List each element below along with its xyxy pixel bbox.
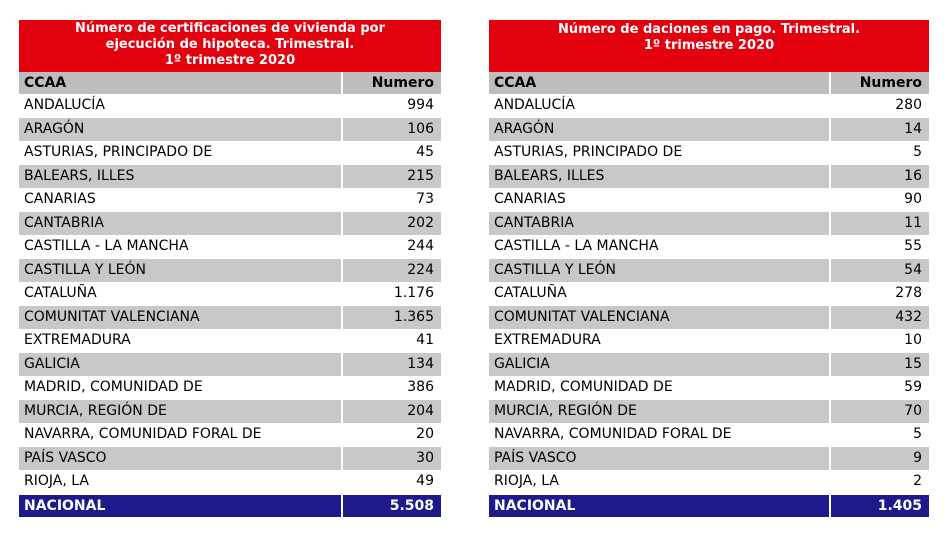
value-cell: 9 xyxy=(829,447,929,471)
region-cell: GALICIA xyxy=(24,355,80,372)
table-row xyxy=(19,94,441,118)
region-cell: CANARIAS xyxy=(24,191,96,207)
table-row xyxy=(489,235,929,259)
table-row xyxy=(19,376,441,400)
table-row xyxy=(19,306,441,330)
value-cell: 20 xyxy=(341,423,441,447)
header-ccaa: CCAA xyxy=(24,75,67,91)
region-cell: RIOJA, LA xyxy=(494,473,559,489)
table-row xyxy=(489,259,929,283)
region-cell: CASTILLA - LA MANCHA xyxy=(494,238,659,254)
table-title xyxy=(19,20,441,72)
value-cell: 49 xyxy=(341,470,441,494)
value-cell: 90 xyxy=(829,188,929,212)
value-cell: 14 xyxy=(829,118,929,142)
header-numero: Numero xyxy=(829,72,929,94)
region-cell: CASTILLA - LA MANCHA xyxy=(24,238,189,254)
region-cell: NAVARRA, COMUNIDAD FORAL DE xyxy=(24,426,262,442)
table-row xyxy=(19,329,441,353)
region-cell: CASTILLA Y LEÓN xyxy=(494,261,617,278)
region-cell: COMUNITAT VALENCIANA xyxy=(494,308,670,325)
value-cell: 5 xyxy=(829,423,929,447)
table-row xyxy=(19,423,441,447)
value-cell: 11 xyxy=(829,212,929,236)
header-numero: Numero xyxy=(341,72,441,94)
region-cell: BALEARS, ILLES xyxy=(494,167,605,184)
value-cell: 278 xyxy=(829,282,929,306)
region-cell: MURCIA, REGIÓN DE xyxy=(24,402,167,419)
value-cell: 10 xyxy=(829,329,929,353)
daciones-table xyxy=(489,20,929,517)
value-cell: 41 xyxy=(341,329,441,353)
table-row xyxy=(489,306,929,330)
value-cell: 224 xyxy=(341,259,441,283)
value-cell: 215 xyxy=(341,165,441,189)
region-cell: ANDALUCÍA xyxy=(494,97,575,113)
value-cell: 204 xyxy=(341,400,441,424)
table-row xyxy=(19,470,441,494)
title-line: Número de daciones en pago. Trimestral. xyxy=(557,22,861,37)
region-cell: RIOJA, LA xyxy=(24,473,89,489)
value-cell: 15 xyxy=(829,353,929,377)
table-row xyxy=(489,470,929,494)
table-row xyxy=(19,353,441,377)
table-row xyxy=(489,376,929,400)
header-ccaa: CCAA xyxy=(494,75,537,91)
region-cell: CATALUÑA xyxy=(494,285,567,301)
title-line: 1º trimestre 2020 xyxy=(643,38,775,53)
region-cell: CASTILLA Y LEÓN xyxy=(24,261,147,278)
total-row xyxy=(19,495,441,517)
table-header xyxy=(19,72,441,94)
region-cell: BALEARS, ILLES xyxy=(24,167,135,184)
total-row xyxy=(489,495,929,517)
region-cell: ARAGÓN xyxy=(24,120,85,137)
table-row xyxy=(19,141,441,165)
region-cell: EXTREMADURA xyxy=(24,332,131,348)
table-row xyxy=(489,94,929,118)
value-cell: 202 xyxy=(341,212,441,236)
certificaciones-table xyxy=(19,20,441,517)
table-title xyxy=(489,20,929,72)
value-cell: 280 xyxy=(829,94,929,118)
table-row xyxy=(489,423,929,447)
table-row xyxy=(19,165,441,189)
title-line: 1º trimestre 2020 xyxy=(164,53,296,68)
region-cell: ASTURIAS, PRINCIPADO DE xyxy=(494,144,683,160)
region-cell: ANDALUCÍA xyxy=(24,97,105,113)
table-row xyxy=(489,188,929,212)
region-cell: CATALUÑA xyxy=(24,285,97,301)
region-cell: GALICIA xyxy=(494,355,550,372)
table-body xyxy=(489,94,929,494)
value-cell: 244 xyxy=(341,235,441,259)
table-row xyxy=(19,235,441,259)
table-row xyxy=(489,353,929,377)
value-cell: 134 xyxy=(341,353,441,377)
region-cell: CANARIAS xyxy=(494,191,566,207)
table-row xyxy=(489,447,929,471)
table-row xyxy=(19,282,441,306)
total-label: NACIONAL xyxy=(494,497,576,514)
region-cell: ARAGÓN xyxy=(494,120,555,137)
value-cell: 1.176 xyxy=(341,282,441,306)
region-cell: MADRID, COMUNIDAD DE xyxy=(24,379,203,395)
value-cell: 1.365 xyxy=(341,306,441,330)
table-row xyxy=(489,282,929,306)
total-label: NACIONAL xyxy=(24,497,106,514)
table-row xyxy=(489,212,929,236)
table-row xyxy=(489,329,929,353)
value-cell: 386 xyxy=(341,376,441,400)
table-row xyxy=(19,447,441,471)
table-row xyxy=(489,400,929,424)
value-cell: 432 xyxy=(829,306,929,330)
table-row xyxy=(489,165,929,189)
region-cell: EXTREMADURA xyxy=(494,332,601,348)
region-cell: COMUNITAT VALENCIANA xyxy=(24,308,200,325)
table-row xyxy=(19,259,441,283)
value-cell: 54 xyxy=(829,259,929,283)
value-cell: 70 xyxy=(829,400,929,424)
total-value: 5.508 xyxy=(341,495,441,517)
region-cell: CANTABRIA xyxy=(494,214,574,231)
region-cell: ASTURIAS, PRINCIPADO DE xyxy=(24,144,213,160)
table-row xyxy=(19,118,441,142)
region-cell: NAVARRA, COMUNIDAD FORAL DE xyxy=(494,426,732,442)
table-row xyxy=(489,118,929,142)
region-cell: MADRID, COMUNIDAD DE xyxy=(494,379,673,395)
value-cell: 55 xyxy=(829,235,929,259)
table-row xyxy=(19,188,441,212)
value-cell: 2 xyxy=(829,470,929,494)
table-body xyxy=(19,94,441,494)
value-cell: 59 xyxy=(829,376,929,400)
value-cell: 5 xyxy=(829,141,929,165)
value-cell: 45 xyxy=(341,141,441,165)
title-line: Número de certificaciones de vivienda por xyxy=(75,21,385,36)
title-line: ejecución de hipoteca. Trimestral. xyxy=(105,37,355,52)
region-cell: CANTABRIA xyxy=(24,214,104,231)
table-row xyxy=(489,141,929,165)
value-cell: 16 xyxy=(829,165,929,189)
value-cell: 994 xyxy=(341,94,441,118)
total-value: 1.405 xyxy=(829,495,929,517)
table-header xyxy=(489,72,929,94)
region-cell: MURCIA, REGIÓN DE xyxy=(494,402,637,419)
value-cell: 106 xyxy=(341,118,441,142)
table-row xyxy=(19,212,441,236)
region-cell: PAÍS VASCO xyxy=(494,449,577,466)
table-row xyxy=(19,400,441,424)
region-cell: PAÍS VASCO xyxy=(24,449,107,466)
value-cell: 73 xyxy=(341,188,441,212)
value-cell: 30 xyxy=(341,447,441,471)
